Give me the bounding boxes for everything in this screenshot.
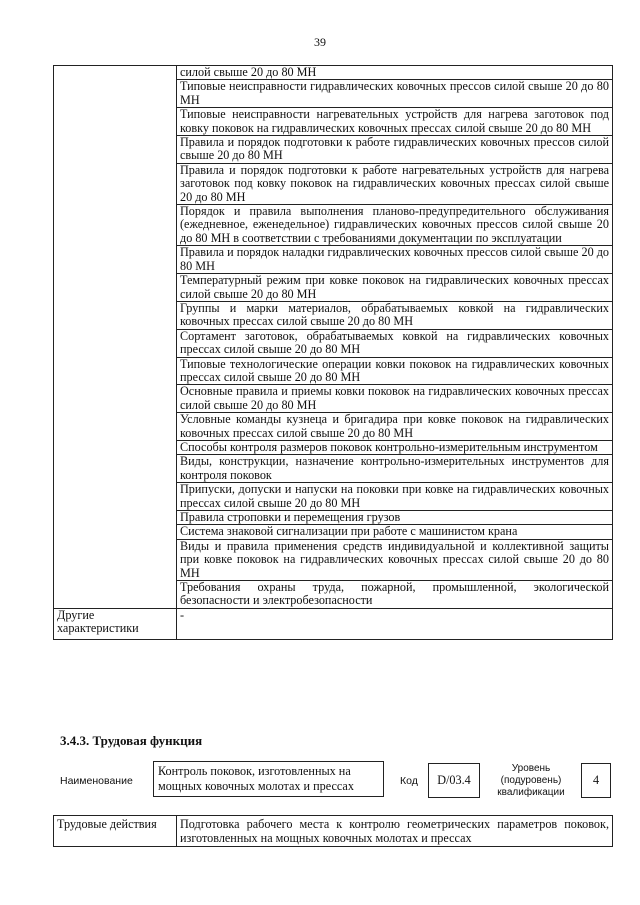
knowledge-item: Способы контроля размеров поковок контрольно-измерительным инструментом bbox=[177, 440, 613, 454]
knowledge-item: Припуски, допуски и напуски на поковки при ковке на гидравлических ковочных прессах силой свыше 20 до 80 МН bbox=[177, 483, 613, 511]
other-characteristics-value: - bbox=[177, 608, 613, 639]
knowledge-table bbox=[53, 65, 613, 640]
labor-actions-row bbox=[54, 816, 613, 847]
knowledge-item: Правила строповки и перемещения грузов bbox=[177, 511, 613, 525]
knowledge-left-cell bbox=[54, 66, 177, 609]
knowledge-row bbox=[54, 66, 613, 80]
labor-actions-value: Подготовка рабочего места к контролю геометрических параметров поковок, изготовленных на мощных ковочных молотах и прессах bbox=[177, 816, 613, 847]
knowledge-item: Температурный режим при ковке поковок на гидравлических ковочных прессах силой свыше 20 до 80 МН bbox=[177, 274, 613, 302]
knowledge-item: Правила и порядок подготовки к работе нагревательных устройств для нагрева заготовок под ковку поковок на гидравлических ковочных прессах силой свыше 20 до 80 МН bbox=[177, 163, 613, 204]
knowledge-item: Виды и правила применения средств индивидуальной и коллективной защиты при ковке поковок на гидравлических ковочных прессах силой свыше 20 до 80 МН bbox=[177, 539, 613, 580]
function-name-value: Контроль поковок, изготовленных на мощных ковочных молотах и прессах bbox=[153, 761, 384, 797]
qualification-level-label: Уровень (подуровень) квалификации bbox=[497, 763, 565, 798]
page-number: 39 bbox=[314, 35, 326, 49]
labor-actions-table bbox=[53, 815, 613, 847]
function-code-label: Код bbox=[400, 775, 418, 787]
knowledge-item: Типовые неисправности гидравлических ковочных прессов силой свыше 20 до 80 МН bbox=[177, 80, 613, 108]
knowledge-item: Порядок и правила выполнения планово-предупредительного обслуживания (ежедневное, еженедельное) гидравлических ковочных прессов силой свыше 20 до 80 МН в соответствии с требованиями документации по эксплуатации bbox=[177, 205, 613, 246]
qualification-level-value: 4 bbox=[581, 763, 611, 798]
knowledge-item: Основные правила и приемы ковки поковок на гидравлических ковочных прессах силой свыше 20 до 80 МН bbox=[177, 385, 613, 413]
knowledge-item: Правила и порядок наладки гидравлических ковочных прессов силой свыше 20 до 80 МН bbox=[177, 246, 613, 274]
other-characteristics-label: Другие характеристики bbox=[54, 608, 177, 639]
knowledge-item: Правила и порядок подготовки к работе гидравлических ковочных прессов силой свыше 20 до 80 МН bbox=[177, 136, 613, 164]
function-name-label: Наименование bbox=[60, 775, 133, 787]
knowledge-item: Система знаковой сигнализации при работе с машинистом крана bbox=[177, 525, 613, 539]
knowledge-item: Сортамент заготовок, обрабатываемых ковкой на гидравлических ковочных прессах силой свыше 20 до 80 МН bbox=[177, 329, 613, 357]
knowledge-item: силой свыше 20 до 80 МН bbox=[177, 66, 613, 80]
section-title: 3.4.3. Трудовая функция bbox=[60, 733, 203, 748]
knowledge-item: Группы и марки материалов, обрабатываемых ковкой на гидравлических ковочных прессах силой свыше 20 до 80 МН bbox=[177, 301, 613, 329]
knowledge-item: Типовые технологические операции ковки поковок на гидравлических ковочных прессах силой свыше 20 до 80 МН bbox=[177, 357, 613, 385]
knowledge-item: Условные команды кузнеца и бригадира при ковке поковок на гидравлических ковочных прессах силой свыше 20 до 80 МН bbox=[177, 413, 613, 441]
knowledge-item: Требования охраны труда, пожарной, промышленной, экологической безопасности и электробезопасности bbox=[177, 581, 613, 609]
function-code-value: D/03.4 bbox=[428, 763, 480, 798]
labor-actions-label: Трудовые действия bbox=[54, 816, 177, 847]
knowledge-table-body bbox=[54, 66, 613, 640]
other-characteristics-row bbox=[54, 608, 613, 639]
knowledge-item: Виды, конструкции, назначение контрольно-измерительных инструментов для контроля поковок bbox=[177, 455, 613, 483]
knowledge-item: Типовые неисправности нагревательных устройств для нагрева заготовок под ковку поковок на гидравлических ковочных прессах силой свыше 20 до 80 МН bbox=[177, 108, 613, 136]
